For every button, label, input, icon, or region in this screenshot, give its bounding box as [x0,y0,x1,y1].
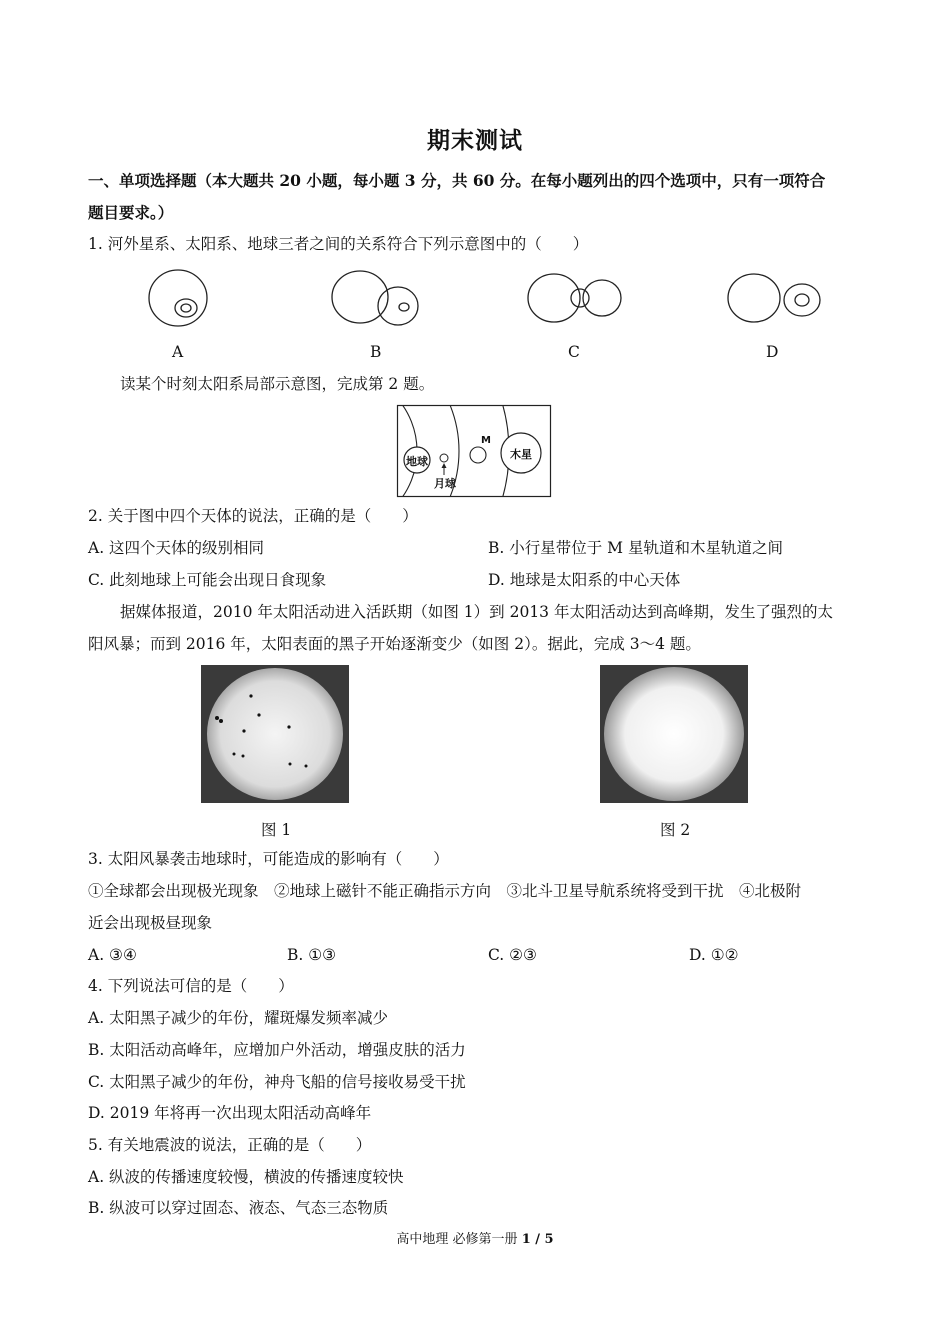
figure-2-sun-clear [600,665,748,803]
q4-option-b: B. 太阳活动高峰年，应增加户外活动，增强皮肤的活力 [88,1041,466,1059]
q3-intro-line1: 据媒体报道，2010 年太阳活动进入活跃期（如图 1）到 2013 年太阳活动达到高峰期，发生了强烈的太 [120,603,833,621]
figure-2-caption: 图 2 [660,821,691,839]
q5-option-b: B. 纵波可以穿过固态、液态、气态三态物质 [88,1199,389,1217]
q1-diagram-a [149,270,207,326]
q3-option-b: B. ①③ [287,946,337,964]
q3-option-c: C. ②③ [488,946,537,964]
figure-1-caption: 图 1 [261,821,292,839]
q2-option-a: A. 这四个天体的级别相同 [88,539,265,557]
q1-label-b: B [370,343,382,361]
q4-option-c: C. 太阳黑子减少的年份，神舟飞船的信号接收易受干扰 [88,1073,466,1091]
q3-intro-line2: 阳风暴；而到 2016 年，太阳表面的黑子开始逐渐变少（如图 2）。据此，完成 3～4 题。 [88,635,701,653]
q1-label-d: D [766,343,779,361]
q4-option-a: A. 太阳黑子减少的年份，耀斑爆发频率减少 [88,1009,389,1027]
jupiter-label: 木星 [510,448,532,461]
m-body [470,447,486,463]
q3-option-d: D. ①② [689,946,739,964]
page-title: 期末测试 [427,127,523,154]
figure-1-sun-with-sunspots [201,665,349,803]
q2-option-b: B. 小行星带位于 M 星轨道和木星轨道之间 [488,539,783,557]
page-footer [0,1228,950,1247]
solar-system-diagram [397,405,551,497]
q1-stem: 1. 河外星系、太阳系、地球三者之间的关系符合下列示意图中的（ ） [88,235,589,253]
q3-option-a: A. ③④ [88,946,137,964]
section-heading-line1: 一、单项选择题（本大题共 20 小题，每小题 3 分，共 60 分。在每小题列出的四个选项中，只有一项符合 [88,171,826,190]
q3-stem: 3. 太阳风暴袭击地球时，可能造成的影响有（ ） [88,850,449,868]
section-heading-line2: 题目要求。） [88,203,174,222]
earth-label: 地球 [406,455,428,468]
q1-option-diagrams [0,270,950,350]
q5-option-a: A. 纵波的传播速度较慢，横波的传播速度较快 [88,1168,404,1186]
q2-option-d: D. 地球是太阳系的中心天体 [488,571,681,589]
q1-diagram-d [728,274,820,322]
q2-option-c: C. 此刻地球上可能会出现日食现象 [88,571,327,589]
q5-stem: 5. 有关地震波的说法，正确的是（ ） [88,1136,372,1154]
q3-items-line2: 近会出现极昼现象 [88,914,213,932]
footer-page-number: 1 / 5 [521,1232,554,1247]
q1-label-a: A [172,343,184,361]
m-label: M [481,435,491,446]
q4-stem: 4. 下列说法可信的是（ ） [88,977,294,995]
q1-label-c: C [568,343,580,361]
q4-option-d: D. 2019 年将再一次出现太阳活动高峰年 [88,1104,372,1122]
moon-label: 月球 [434,477,456,490]
q1-diagram-c [528,274,621,322]
footer-text: 高中地理 必修第一册 [396,1232,518,1247]
q3-items-line1: ①全球都会出现极光现象 ②地球上磁针不能正确指示方向 ③北斗卫星导航系统将受到干扰 ④北极附 [88,882,802,900]
q1-diagram-b [332,271,418,325]
q2-stem: 2. 关于图中四个天体的说法，正确的是（ ） [88,507,418,525]
moon-body [440,454,448,462]
q2-intro: 读某个时刻太阳系局部示意图，完成第 2 题。 [120,375,435,393]
